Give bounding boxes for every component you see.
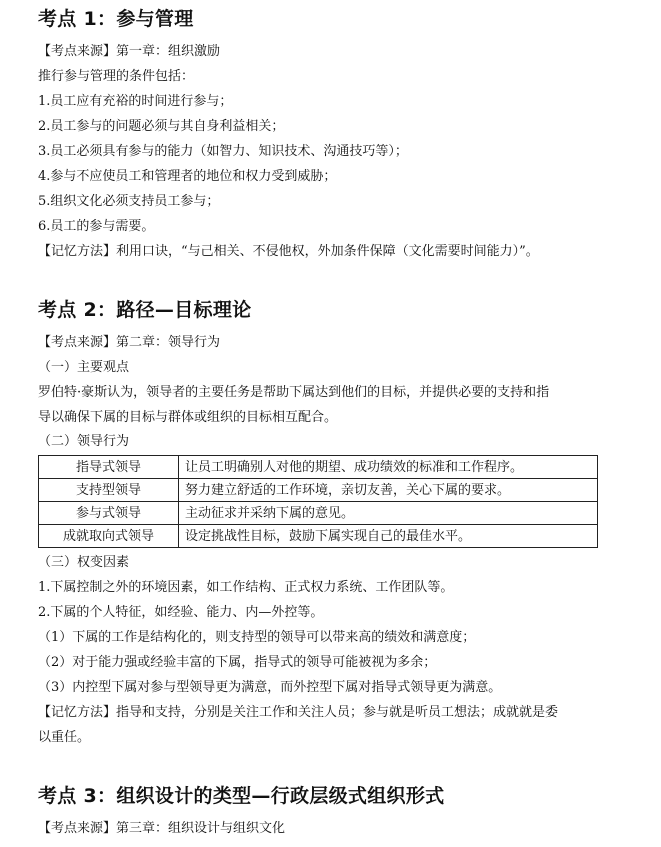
leadership-behavior-table (38, 455, 598, 548)
table-cell-desc: 让员工明确别人对他的期望、成功绩效的标准和工作程序。 (179, 456, 598, 479)
table-row (39, 456, 598, 479)
table-row (39, 525, 598, 548)
section-2-sub-heading: （三）权变因素 (38, 555, 130, 570)
section-1-title: 考点 1：参与管理 (38, 8, 194, 30)
table-cell-desc: 设定挑战性目标，鼓励下属实现自己的最佳水平。 (179, 525, 598, 548)
section-1-item: 6.员工的参与需要。 (38, 219, 155, 234)
section-2-sub-heading: （一）主要观点 (38, 360, 130, 375)
section-2-paragraph: 导以确保下属的目标与群体或组织的目标相互配合。 (38, 410, 338, 425)
section-1-item: 3.员工必须具有参与的能力（如智力、知识技术、沟通技巧等）； (38, 144, 408, 159)
table-cell-name: 成就取向式领导 (39, 525, 179, 548)
section-1-source: 【考点来源】第一章：组织激励 (38, 44, 221, 59)
table-cell-name: 参与式领导 (39, 502, 179, 525)
section-2-item: 2.下属的个人特征，如经验、能力、内—外控等。 (38, 605, 324, 620)
section-2-item: （3）内控型下属对参与型领导更为满意，而外控型下属对指导式领导更为满意。 (38, 680, 502, 695)
table-cell-desc: 主动征求并采纳下属的意见。 (179, 502, 598, 525)
section-2-item: （1）下属的工作是结构化的，则支持型的领导可以带来高的绩效和满意度； (38, 630, 476, 645)
table-row (39, 502, 598, 525)
section-1-item: 1.员工应有充裕的时间进行参与； (38, 94, 233, 109)
table-cell-name: 支持型领导 (39, 479, 179, 502)
table-cell-desc: 努力建立舒适的工作环境，亲切友善，关心下属的要求。 (179, 479, 598, 502)
section-1-memory: 【记忆方法】利用口诀，“与己相关、不侵他权，外加条件保障（文化需要时间能力）”。 (38, 244, 539, 259)
section-1-item: 5.组织文化必须支持员工参与； (38, 194, 220, 209)
table-row (39, 479, 598, 502)
section-1-item: 2.员工参与的问题必须与其自身利益相关； (38, 119, 285, 134)
section-3-source: 【考点来源】第三章：组织设计与组织文化 (38, 821, 286, 836)
section-2-item: 1.下属控制之外的环境因素，如工作结构、正式权力系统、工作团队等。 (38, 580, 454, 595)
section-2-title: 考点 2：路径—目标理论 (38, 299, 252, 321)
section-3-title: 考点 3：组织设计的类型—行政层级式组织形式 (38, 785, 445, 807)
section-1-intro: 推行参与管理的条件包括： (38, 69, 195, 84)
table-cell-name: 指导式领导 (39, 456, 179, 479)
section-2-sub-heading: （二）领导行为 (38, 434, 130, 449)
section-1-item: 4.参与不应使员工和管理者的地位和权力受到威胁； (38, 169, 337, 184)
section-2-item: （2）对于能力强或经验丰富的下属，指导式的领导可能被视为多余； (38, 655, 437, 670)
section-2-source: 【考点来源】第二章：领导行为 (38, 335, 221, 350)
section-2-paragraph: 罗伯特·豪斯认为，领导者的主要任务是帮助下属达到他们的目标，并提供必要的支持和指 (38, 385, 550, 400)
section-2-memory: 【记忆方法】指导和支持，分别是关注工作和关注人员；参与就是听员工想法；成就就是委 (38, 705, 559, 720)
section-2-memory: 以重任。 (38, 730, 91, 745)
